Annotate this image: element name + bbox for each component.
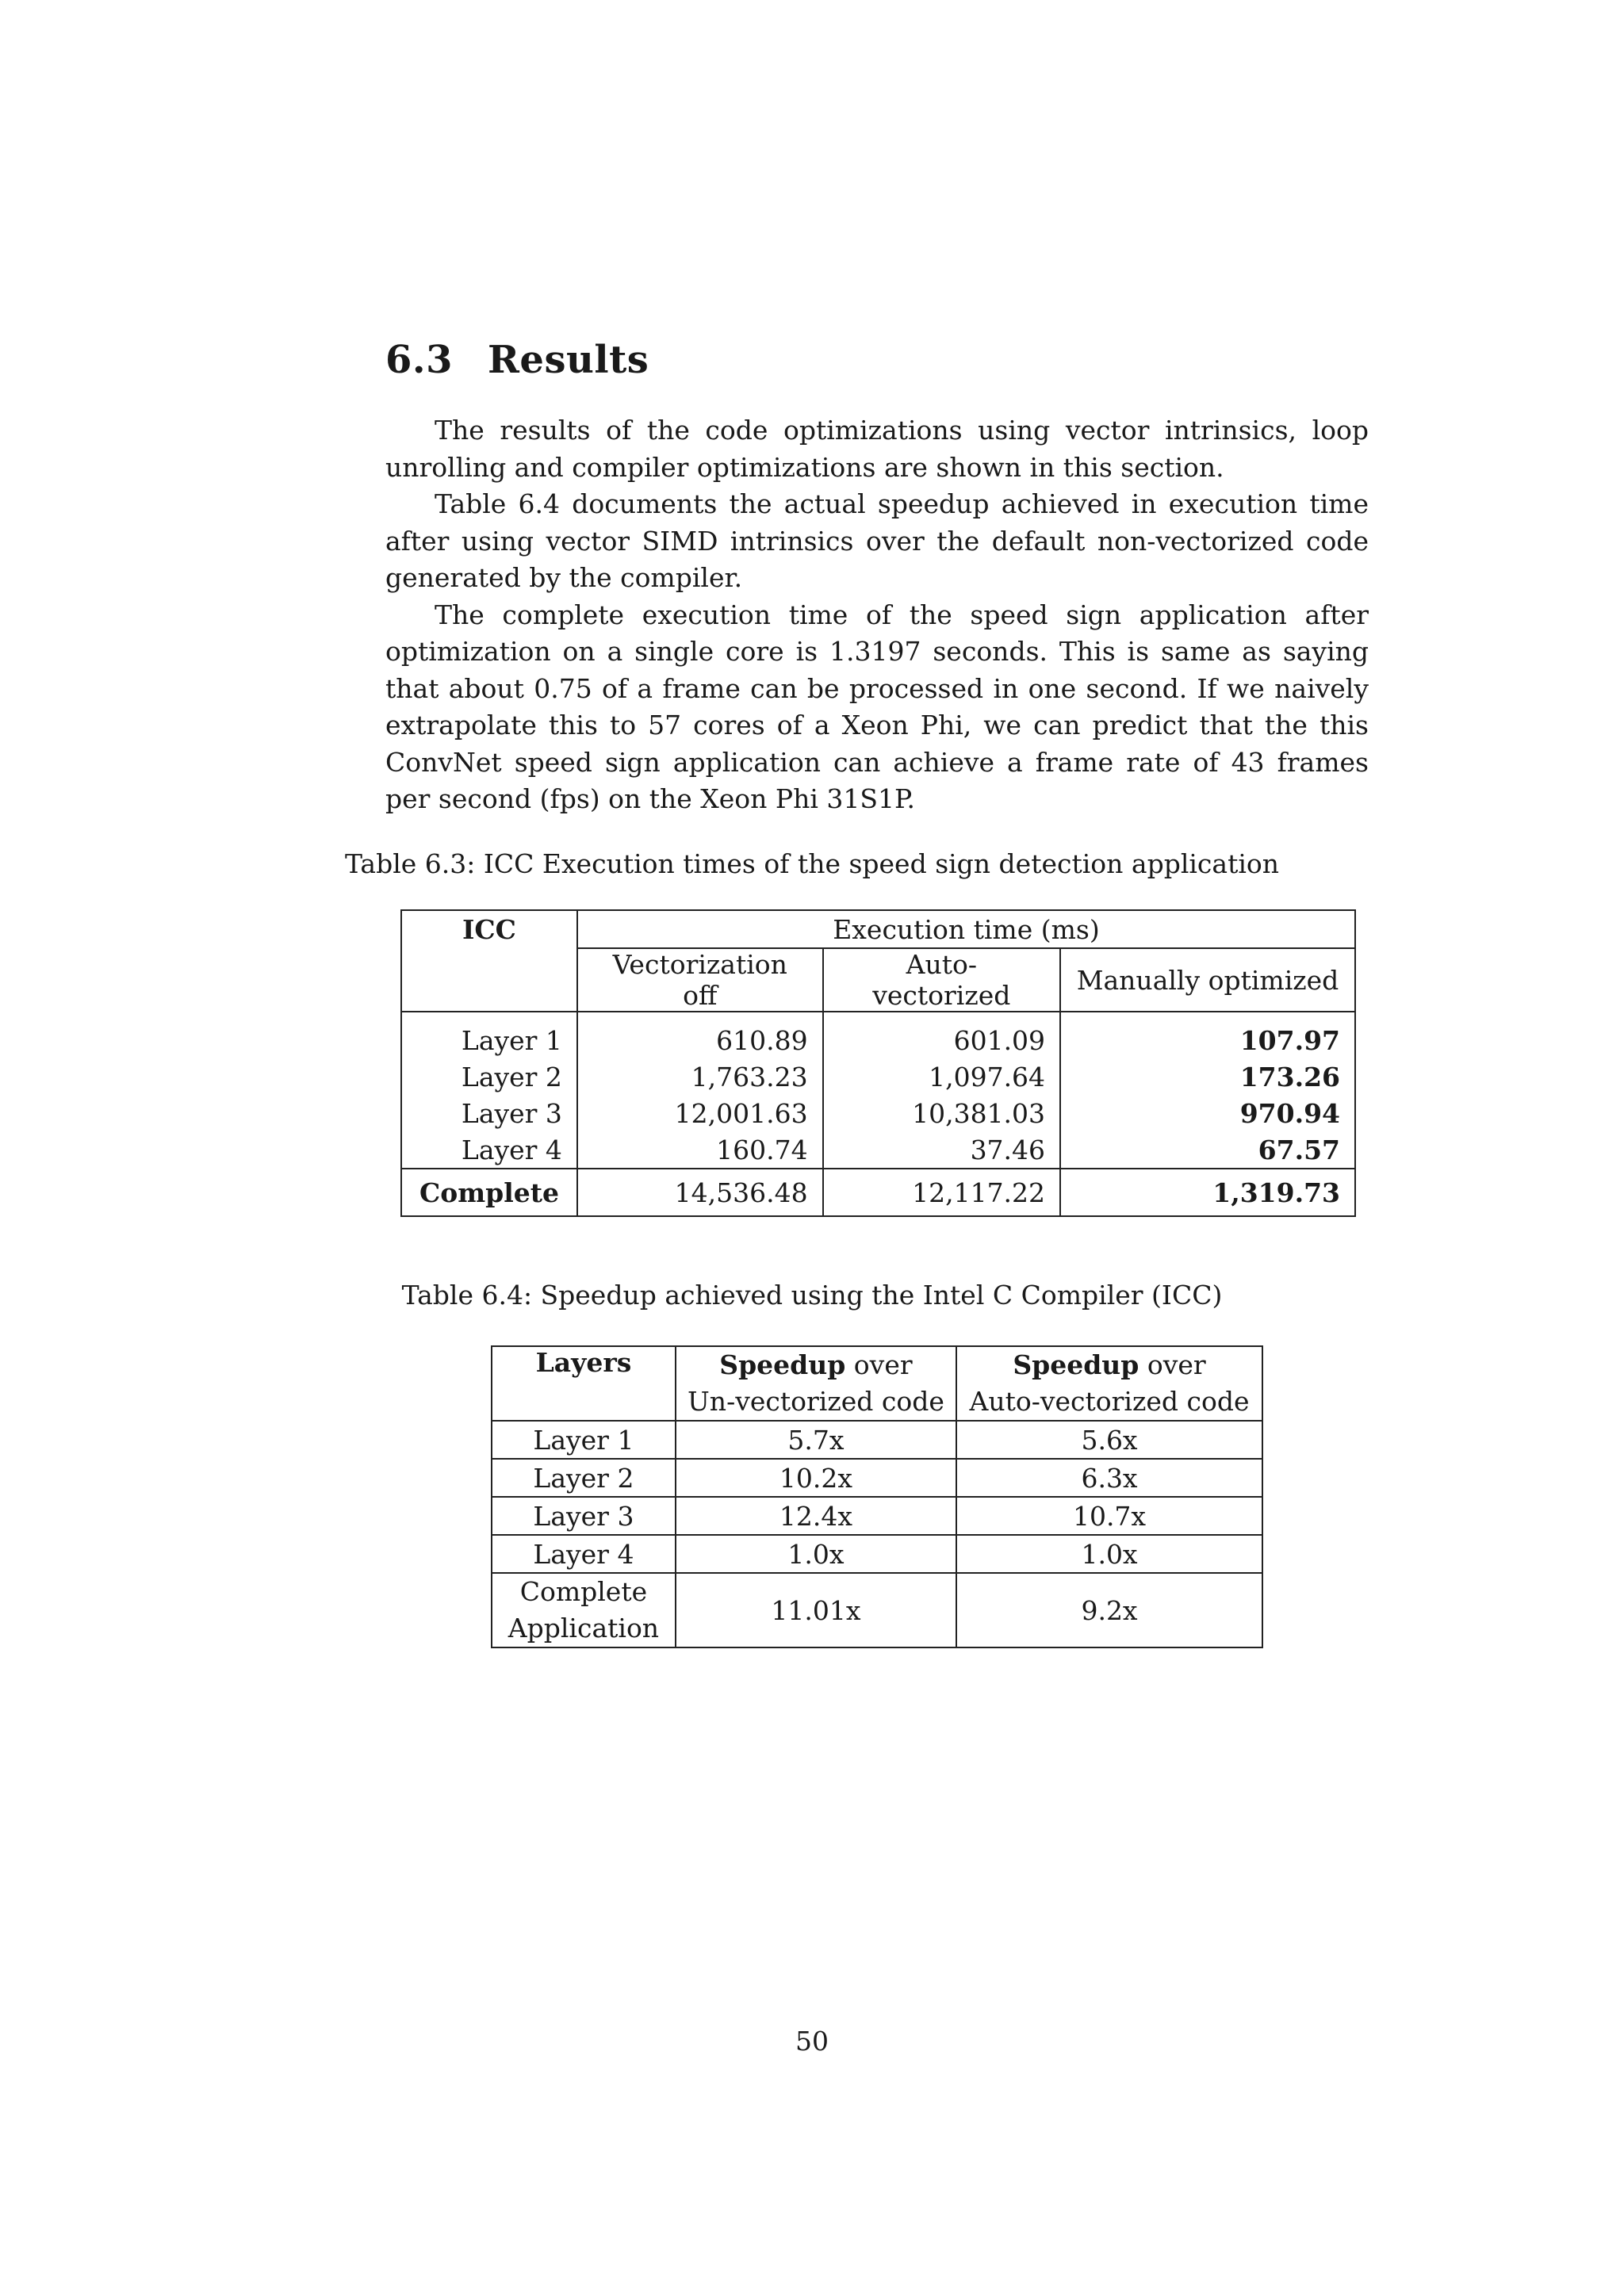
cell: 10.7x <box>956 1497 1262 1535</box>
table-6-4 <box>491 1345 1263 1648</box>
table-row <box>401 1131 1355 1169</box>
section-title: Results <box>488 338 649 382</box>
cell: 9.2x <box>956 1573 1262 1647</box>
table-row <box>401 1058 1355 1095</box>
column-header: Speedup over Auto-vectorized code <box>956 1346 1262 1421</box>
layers-header: Layers <box>492 1346 676 1421</box>
column-header: Vectorization off <box>577 948 823 1012</box>
row-label: Layer 2 <box>401 1058 577 1095</box>
row-label: Complete <box>401 1169 577 1216</box>
total-row <box>401 1169 1355 1216</box>
table-6-3 <box>400 909 1356 1217</box>
table-row <box>492 1535 1262 1573</box>
column-header: Speedup over Un-vectorized code <box>676 1346 956 1421</box>
cell: 10.2x <box>676 1459 956 1497</box>
table-row <box>492 1497 1262 1535</box>
cell: 610.89 <box>577 1022 823 1058</box>
corner-header: ICC <box>401 910 577 948</box>
column-header: Manually optimized <box>1060 948 1355 1012</box>
table-6-3-caption: Table 6.3: ICC Execution times of the speed sign detection application <box>344 848 1280 879</box>
row-label: Complete Application <box>492 1573 676 1647</box>
row-label: Layer 4 <box>401 1131 577 1169</box>
cell: 1,319.73 <box>1060 1169 1355 1216</box>
cell: 1,763.23 <box>577 1058 823 1095</box>
row-label: Layer 3 <box>401 1095 577 1131</box>
cell: 37.46 <box>823 1131 1060 1169</box>
table-row <box>401 1095 1355 1131</box>
total-row <box>492 1573 1262 1647</box>
column-header: Auto-vectorized <box>823 948 1060 1012</box>
table-row <box>401 1022 1355 1058</box>
cell: 1.0x <box>956 1535 1262 1573</box>
cell: 12,117.22 <box>823 1169 1060 1216</box>
row-label: Layer 2 <box>492 1459 676 1497</box>
cell: 5.6x <box>956 1421 1262 1459</box>
table-row <box>492 1459 1262 1497</box>
table-row <box>492 1421 1262 1459</box>
cell: 1.0x <box>676 1535 956 1573</box>
cell: 12.4x <box>676 1497 956 1535</box>
section-number: 6.3 <box>385 338 454 382</box>
cell: 14,536.48 <box>577 1169 823 1216</box>
cell: 173.26 <box>1060 1058 1355 1095</box>
section-heading <box>385 338 649 382</box>
cell: 6.3x <box>956 1459 1262 1497</box>
paragraph: Table 6.4 documents the actual speedup achieved in execution time after using vector SIMD intrinsics over the default non-vectorized code generated by the compiler. <box>385 488 1369 593</box>
row-label: Layer 1 <box>492 1421 676 1459</box>
cell: 12,001.63 <box>577 1095 823 1131</box>
cell: 970.94 <box>1060 1095 1355 1131</box>
cell: 11.01x <box>676 1573 956 1647</box>
cell: 67.57 <box>1060 1131 1355 1169</box>
page-number: 50 <box>795 2026 829 2057</box>
cell: 160.74 <box>577 1131 823 1169</box>
cell: 601.09 <box>823 1022 1060 1058</box>
cell: 10,381.03 <box>823 1095 1060 1131</box>
body-text <box>385 412 1369 818</box>
paragraph: The complete execution time of the speed sign application after optimization on a single core is 1.3197 seconds. This is same as saying that about 0.75 of a frame can be processed in one second. If we naively extrapolate this to 57 cores of a Xeon Phi, we can predict that the this ConvNet speed sign application can achieve a frame rate of 43 frames per second (fps) on the Xeon Phi 31S1P. <box>385 599 1369 814</box>
group-header: Execution time (ms) <box>577 910 1355 948</box>
row-label: Layer 1 <box>401 1022 577 1058</box>
row-label: Layer 3 <box>492 1497 676 1535</box>
row-label: Layer 4 <box>492 1535 676 1573</box>
cell: 107.97 <box>1060 1022 1355 1058</box>
cell: 1,097.64 <box>823 1058 1060 1095</box>
paragraph: The results of the code optimizations using vector intrinsics, loop unrolling and compiler optimizations are shown in this section. <box>385 415 1369 483</box>
table-6-4-caption: Table 6.4: Speedup achieved using the Intel C Compiler (ICC) <box>401 1280 1223 1311</box>
cell: 5.7x <box>676 1421 956 1459</box>
